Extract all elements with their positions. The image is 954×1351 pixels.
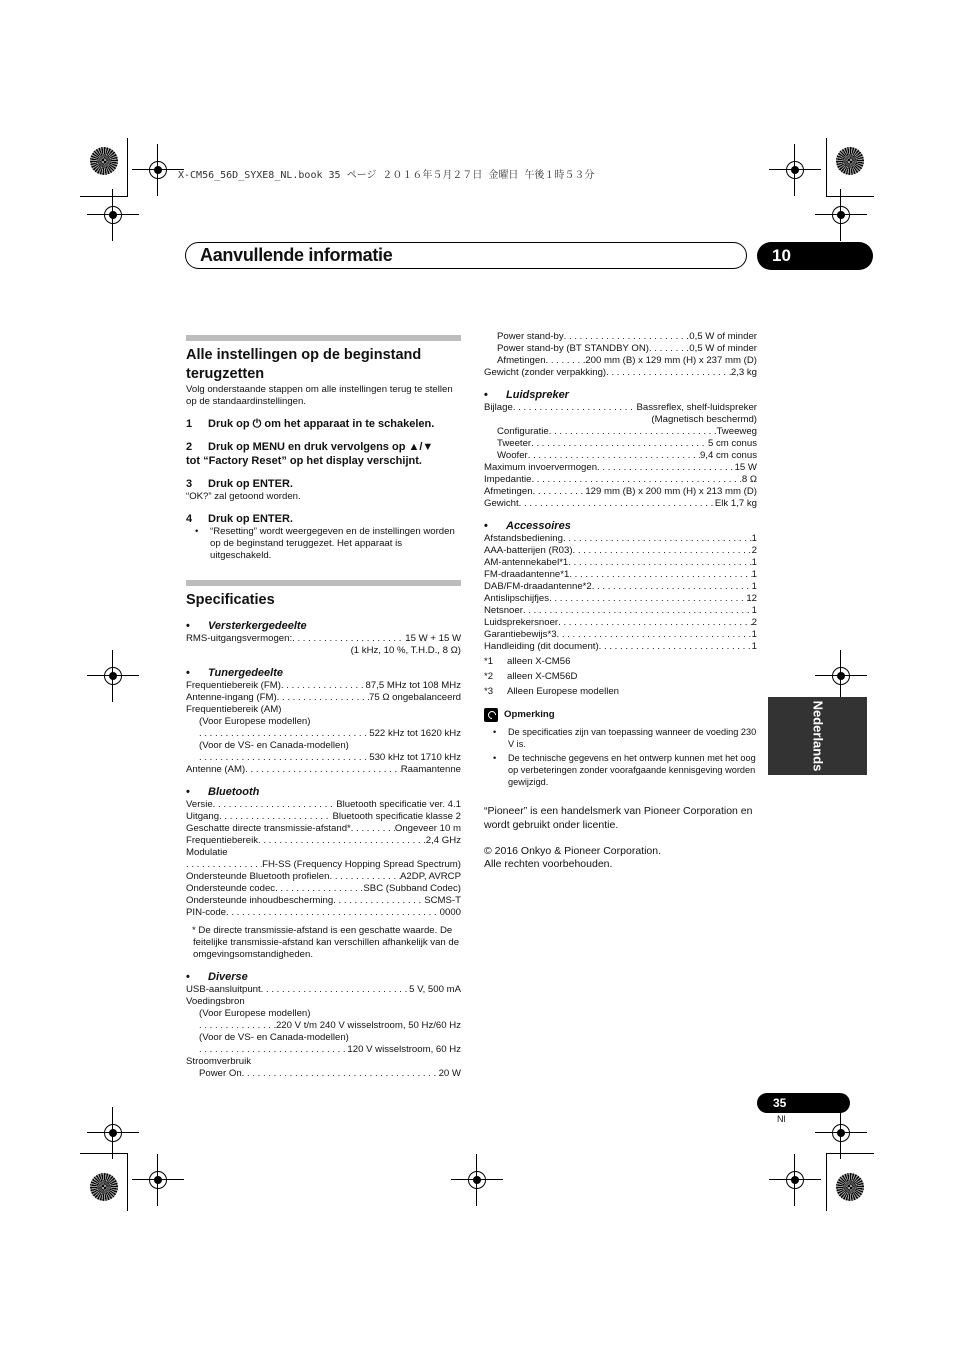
spec-note: (Magnetisch beschermd) (651, 414, 757, 425)
crop-mark (127, 138, 128, 196)
accessory-row: Afstandsbediening . . . 1 (484, 533, 757, 545)
spec-row: Impedantie . . . 8 Ω (484, 474, 757, 486)
spec-row: RMS-uitgangsvermogen: . . . 15 W + 15 W (186, 633, 461, 645)
reset-intro: Volg onderstaande stappen om alle instellingen terug te stellen op de standaardinstellingen. (186, 384, 453, 407)
spec-row: Uitgang . . . Bluetooth specificatie klasse 2 (186, 811, 461, 823)
reset-step-3: 3 Druk op ENTER. (186, 478, 293, 490)
crop-mark (826, 138, 827, 196)
spec-label: Voedingsbron (186, 996, 245, 1007)
bluetooth-heading: • Bluetooth (186, 786, 260, 798)
spec-row: Antenne-ingang (FM) . . . 75 Ω ongebalanceerd (186, 692, 461, 704)
crosshair-icon (827, 662, 855, 690)
spec-row: Maximum invoervermogen . . . 15 W (484, 462, 757, 474)
spec-row: . . . FH-SS (Frequency Hopping Spread Spectrum) (186, 859, 461, 871)
page-language: Nl (777, 1114, 786, 1124)
reset-step-4-bullet: • “Resetting” wordt weergegeven en de instellingen worden op de beginstand teruggezet. Het apparaat is uitgeschakeld. (186, 526, 461, 562)
spec-row: Gewicht (zonder verpakking) . . . 2,3 kg (484, 367, 757, 379)
accessory-row: DAB/FM-draadantenne*2 . . . 1 (484, 581, 757, 593)
spec-row: Versie . . . Bluetooth specificatie ver. 4.1 (186, 799, 461, 811)
crosshair-icon (463, 1166, 491, 1194)
crosshair-icon (781, 1166, 809, 1194)
accessory-row: Netsnoer . . . 1 (484, 605, 757, 617)
spec-label: (Voor Europese modellen) (199, 1008, 311, 1019)
crosshair-icon (99, 662, 127, 690)
tuner-heading: • Tunergedeelte (186, 667, 283, 679)
spec-row: . . . 530 kHz tot 1710 kHz (186, 752, 461, 764)
accessory-row: FM-draadantenne*1 . . . 1 (484, 569, 757, 581)
page-title: Aanvullende informatie (200, 245, 393, 265)
spec-label: (Voor de VS- en Canada-modellen) (199, 740, 349, 751)
spec-label: Frequentiebereik (AM) (186, 704, 282, 715)
specs-title: Specificaties (186, 592, 275, 608)
reset-step-2: 2 Druk op MENU en druk vervolgens op ▲/▼ (186, 441, 434, 453)
spec-row: . . . 522 kHz tot 1620 kHz (186, 728, 461, 740)
section-divider (186, 580, 461, 586)
note-item: • De technische gegevens en het ontwerp kunnen met het oog op verbeteringen zonder voorafgaande kennisgeving worden gewijzigd. (484, 752, 757, 788)
accessory-row: Antislipschijfjes . . . 12 (484, 593, 757, 605)
copyright-line-1: © 2016 Onkyo & Pioneer Corporation. (484, 845, 662, 857)
spec-row: Power stand-by . . . 0,5 W of minder (484, 331, 757, 343)
spec-row: Bijlage . . . Bassreflex, shelf-luidspreker (484, 402, 757, 414)
spec-row: USB-aansluitpunt . . . 5 V, 500 mA (186, 984, 461, 996)
spec-row: Gewicht . . . Elk 1,7 kg (484, 498, 757, 510)
spec-row: Antenne (AM) . . . Raamantenne (186, 764, 461, 776)
spec-row: Frequentiebereik (FM) . . . 87,5 MHz tot 108 MHz (186, 680, 461, 692)
note-item: • De specificaties zijn van toepassing wanneer de voeding 230 V is. (484, 726, 757, 750)
chapter-badge: 10 (757, 242, 873, 270)
accessory-row: Luidsprekersnoer . . . 2 (484, 617, 757, 629)
spec-row: Ondersteunde codec . . . SBC (Subband Codec) (186, 883, 461, 895)
copyright-line-2: Alle rechten voorbehouden. (484, 858, 613, 870)
accessory-row: AAA-batterijen (R03) . . . 2 (484, 545, 757, 557)
reset-step-1: 1 Druk op ⏻ om het apparaat in te schakelen. (186, 418, 435, 430)
crosshair-icon (99, 1119, 127, 1147)
crop-mark (80, 1153, 128, 1154)
registration-disc-icon (836, 1173, 864, 1201)
accessories-heading: • Accessoires (484, 520, 571, 532)
accessory-footnote: *3 Alleen Europese modellen (484, 686, 620, 697)
accessory-row: Handleiding (dit document) . . . 1 (484, 641, 757, 653)
spec-row: Ondersteunde Bluetooth profielen . . . A2DP, AVRCP (186, 871, 461, 883)
spec-row: Ondersteunde inhoudbescherming . . . SCMS-T (186, 895, 461, 907)
spec-row: . . . 120 V wisselstroom, 60 Hz (186, 1044, 461, 1056)
reset-step-4: 4 Druk op ENTER. (186, 513, 293, 525)
language-tab: Nederlands (768, 697, 867, 775)
reset-title: Alle instellingen op de beginstand terugzetten (186, 347, 422, 382)
crop-mark (826, 1153, 874, 1154)
spec-label: (Voor Europese modellen) (199, 716, 311, 727)
misc-heading: • Diverse (186, 971, 248, 983)
spec-label: Modulatie (186, 847, 228, 858)
crop-mark (826, 1153, 827, 1211)
registration-disc-icon (90, 1173, 118, 1201)
accessory-row: Garantiebewijs*3 . . . 1 (484, 629, 757, 641)
left-column (186, 335, 461, 1080)
note-icon (484, 708, 498, 722)
page-number-badge: 35 (757, 1093, 850, 1113)
spec-row: Geschatte directe transmissie-afstand* . . . Ongeveer 10 m (186, 823, 461, 835)
spec-row: Power stand-by (BT STANDBY ON) . . . 0,5 W of minder (484, 343, 757, 355)
section-divider (186, 335, 461, 341)
spec-label: (Voor de VS- en Canada-modellen) (199, 1032, 349, 1043)
crosshair-icon (99, 201, 127, 229)
trademark-text: “Pioneer” is een handelsmerk van Pioneer Corporation en wordt gebruikt onder licentie. (484, 805, 753, 831)
right-column (484, 331, 757, 871)
crosshair-icon (827, 1119, 855, 1147)
spec-row: . . . 220 V t/m 240 V wisselstroom, 50 Hz/60 Hz (186, 1020, 461, 1032)
reset-step-2-cont: tot “Factory Reset” op het display verschijnt. (186, 455, 422, 467)
spec-note: (1 kHz, 10 %, T.H.D., 8 Ω) (350, 645, 461, 656)
spec-row: PIN-code . . . 0000 (186, 907, 461, 919)
registration-disc-icon (836, 147, 864, 175)
reset-step-3-detail: “OK?” zal getoond worden. (186, 491, 301, 502)
note-heading: Opmerking (484, 708, 757, 722)
accessory-footnote: *2 alleen X-CM56D (484, 671, 578, 682)
spec-row: Afmetingen . . . 129 mm (B) x 200 mm (H) x 213 mm (D) (484, 486, 757, 498)
spec-row: Woofer . . . 9,4 cm conus (484, 450, 757, 462)
bluetooth-footnote: * De directe transmissie-afstand is een geschatte waarde. De feitelijke transmissie-afstand kan verschillen afhankelijk van de omgevingsomstandigheden. (192, 925, 460, 960)
crop-mark (826, 196, 874, 197)
accessory-footnote: *1 alleen X-CM56 (484, 656, 571, 667)
speaker-heading: • Luidspreker (484, 389, 569, 401)
spec-label: Stroomverbruik (186, 1056, 252, 1067)
amp-heading: • Versterkergedeelte (186, 620, 307, 632)
spec-row: Power On . . . 20 W (186, 1068, 461, 1080)
spec-row: Configuratie . . . Tweeweg (484, 426, 757, 438)
registration-disc-icon (90, 147, 118, 175)
accessory-row: AM-antennekabel*1 . . . 1 (484, 557, 757, 569)
crop-mark (127, 1153, 128, 1211)
file-info-line: X-CM56_56D_SYXE8_NL.book 35 ページ ２０１６年５月２７日 金曜日 午後１時５３分 (178, 170, 595, 181)
spec-row: Frequentiebereik . . . 2,4 GHz (186, 835, 461, 847)
spec-row: Tweeter . . . 5 cm conus (484, 438, 757, 450)
crosshair-icon (827, 201, 855, 229)
crosshair-icon (144, 156, 172, 184)
crosshair-icon (144, 1166, 172, 1194)
spec-row: Afmetingen . . . 200 mm (B) x 129 mm (H) x 237 mm (D) (484, 355, 757, 367)
crop-mark (80, 196, 128, 197)
crosshair-icon (781, 156, 809, 184)
